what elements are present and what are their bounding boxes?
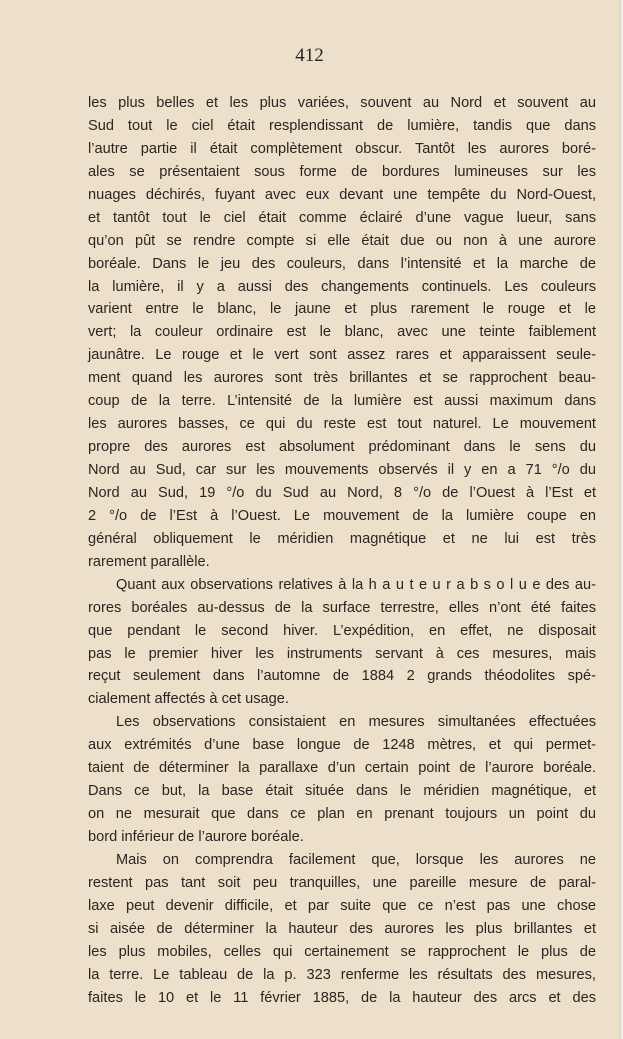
text-line: laxe peut devenir difficile, et par suite que ce n’est pas une chose bbox=[88, 897, 596, 914]
text-line: l’autre partie il était complètement obscur. Tantôt les aurores boré- bbox=[88, 140, 596, 157]
text-line: que pendant le second hiver. L’expédition, en effet, ne disposait bbox=[88, 622, 596, 639]
text-line: Mais on comprendra facilement que, lorsque les aurores ne bbox=[116, 851, 596, 868]
text-line: et tantôt tout le ciel était comme éclairé d’une vague lueur, sans bbox=[88, 209, 596, 226]
text-line: la terre. Le tableau de la p. 323 renferme les résultats des mesures, bbox=[88, 966, 596, 983]
text-line: varient entre le blanc, le jaune et plus rarement le rouge et le bbox=[88, 301, 596, 318]
text-line: restent pas tant soit peu tranquilles, une pareille mesure de paral- bbox=[88, 874, 596, 891]
text-line: ment quand les aurores sont très brillantes et se rapprochent beau- bbox=[88, 370, 596, 387]
text-line: Nord au Sud, 19 °/o du Sud au Nord, 8 °/o de l’Ouest à l’Est et bbox=[88, 484, 596, 501]
text-line: Les observations consistaient en mesures simultanées effectuées bbox=[116, 714, 596, 731]
text-line: qu’on pût se rendre compte si elle était due ou non à une aurore bbox=[88, 232, 596, 249]
text-line: taient de déterminer la parallaxe d’un certain point de l’aurore boréale. bbox=[88, 760, 596, 777]
text-line: Nord au Sud, car sur les mouvements observés il y en a 71 °/o du bbox=[88, 462, 596, 478]
text-line: cialement affectés à cet usage. bbox=[88, 691, 289, 708]
text-line: reçut seulement dans l’automne de 1884 2 grands théodolites spé- bbox=[88, 668, 596, 685]
body-text bbox=[88, 92, 596, 1010]
text-line: coup de la terre. L’intensité de la lumière est aussi maximum dans bbox=[88, 393, 596, 410]
text-line: vert; la couleur ordinaire est le blanc, avec une teinte faiblement bbox=[88, 324, 596, 341]
text-line: jaunâtre. Le rouge et le vert sont assez rares et apparaissent seule- bbox=[88, 347, 596, 364]
text-line: nuages déchirés, fuyant avec eux devant une tempête du Nord-Ouest, bbox=[88, 186, 596, 203]
text-line: général obliquement le méridien magnétique et ne lui est très bbox=[88, 530, 596, 547]
text-line: ales se présentaient sous forme de bordures lumineuses sur les bbox=[88, 163, 596, 180]
page-edge bbox=[619, 0, 623, 1039]
text-line: les plus mobiles, celles qui certainement se rapprochent le plus de bbox=[88, 943, 596, 960]
text-line: faites le 10 et le 11 février 1885, de la hauteur des arcs et des bbox=[88, 989, 596, 1006]
text-line: boréale. Dans le jeu des couleurs, dans l’intensité et la marche de bbox=[88, 255, 596, 272]
text-line: la lumière, il y a aussi des changements continuels. Les couleurs bbox=[88, 278, 596, 295]
text-line: Quant aux observations relatives à la h a u t e u r a b s o l u e des au- bbox=[116, 576, 596, 593]
text-line: bord inférieur de l’aurore boréale. bbox=[88, 829, 304, 845]
page-number: 412 bbox=[295, 45, 324, 66]
text-line: Sud tout le ciel était resplendissant de lumière, tandis que dans bbox=[88, 117, 596, 134]
text-line: rarement parallèle. bbox=[88, 553, 210, 570]
text-line: propre des aurores est absolument prédominant dans le sens du bbox=[88, 439, 596, 456]
text-line: aux extrémités d’une base longue de 1248 mètres, et qui permet- bbox=[88, 737, 596, 754]
text-line: si aisée de déterminer la hauteur des aurores les plus brillantes et bbox=[88, 920, 596, 937]
text-line: 2 °/o de l’Est à l’Ouest. Le mouvement de la lumière coupe en bbox=[88, 507, 596, 524]
text-line: les aurores basses, ce qui du reste est tout naturel. Le mouvement bbox=[88, 416, 596, 433]
text-line: on ne mesurait que dans ce plan en prenant toujours un point du bbox=[88, 806, 596, 823]
text-line: Dans ce but, la base était située dans le méridien magnétique, et bbox=[88, 783, 596, 800]
text-line: rores boréales au-dessus de la surface terrestre, elles n’ont été faites bbox=[88, 599, 596, 616]
text-line: pas le premier hiver les instruments servant à ces mesures, mais bbox=[88, 645, 596, 662]
text-line: les plus belles et les plus variées, souvent au Nord et souvent au bbox=[88, 95, 596, 111]
